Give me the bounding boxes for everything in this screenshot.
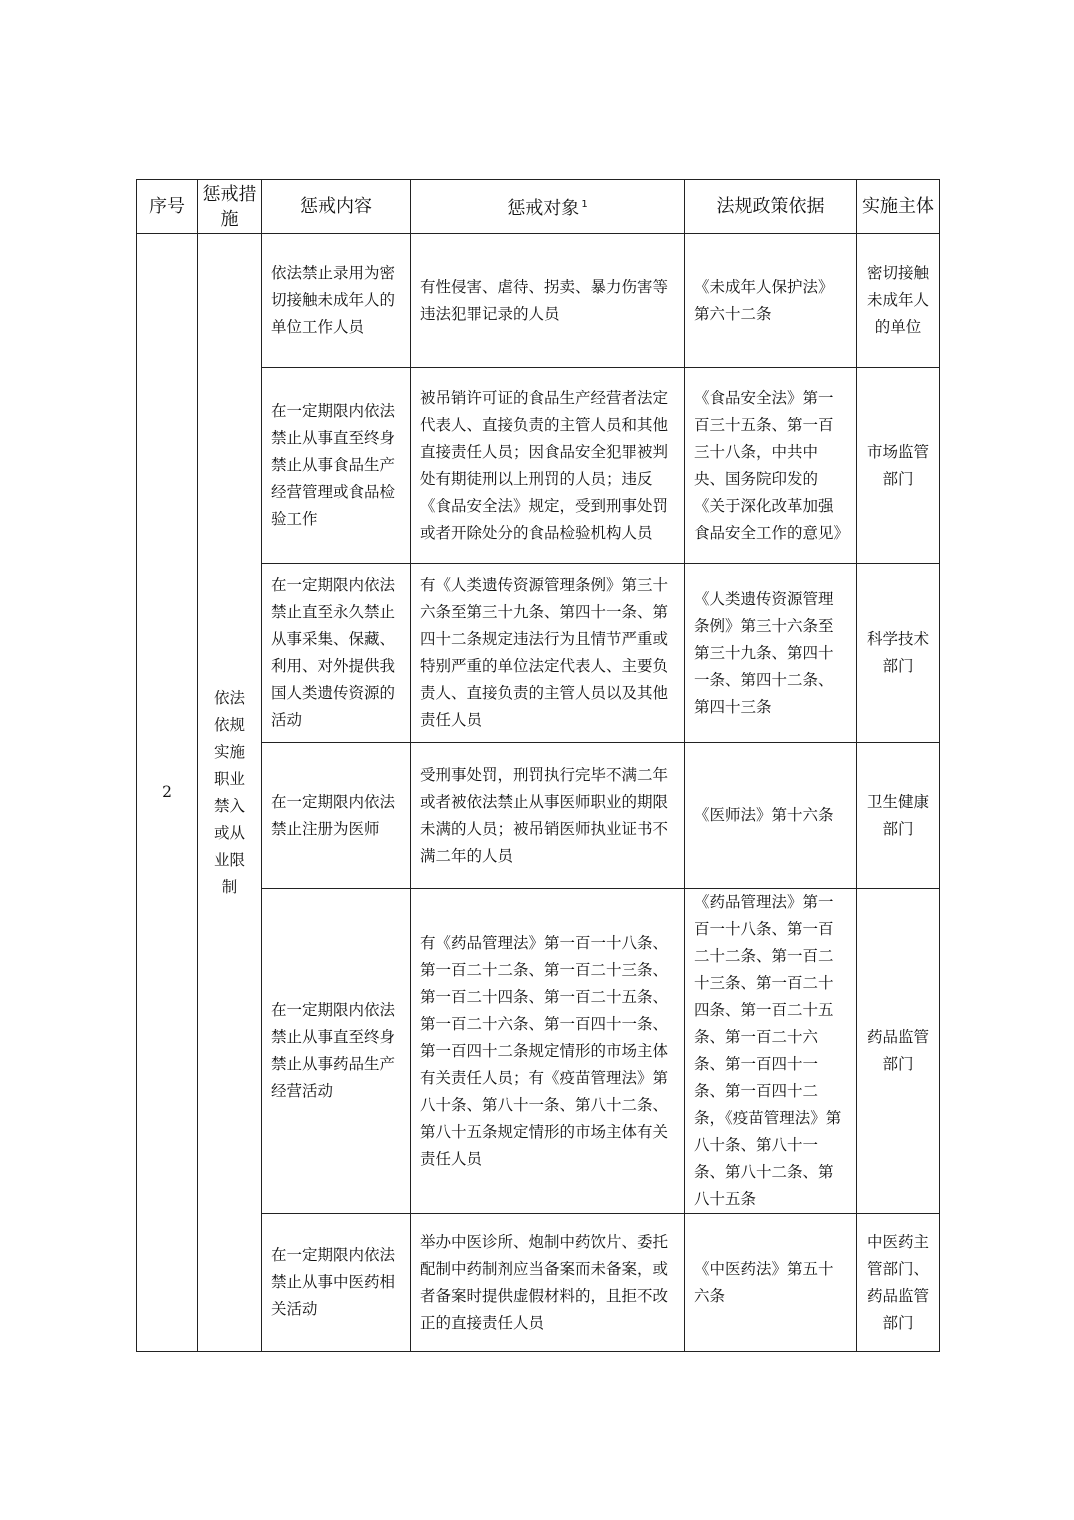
target-cell: 举办中医诊所、炮制中药饮片、委托配制中药制剂应当备案而未备案，或者备案时提供虚假材料的，且拒不改正的直接责任人员	[411, 1214, 685, 1352]
subject-cell: 科学技术部门	[857, 564, 940, 743]
target-cell: 有《人类遗传资源管理条例》第三十六条至第三十九条、第四十一条、第四十二条规定违法行为且情节严重或特别严重的单位法定代表人、主要负责人、直接负责的主管人员以及其他责任人员	[411, 564, 685, 743]
basis-cell: 《医师法》第十六条	[685, 743, 857, 889]
basis-cell: 《食品安全法》第一百三十五条、第一百三十八条，中共中央、国务院印发的《关于深化改革加强食品安全工作的意见》	[685, 368, 857, 564]
content-cell: 在一定期限内依法禁止从事直至终身禁止从事食品生产经营管理或食品检验工作	[262, 368, 411, 564]
content-cell: 在一定期限内依法禁止注册为医师	[262, 743, 411, 889]
content-cell: 依法禁止录用为密切接触未成年人的单位工作人员	[262, 234, 411, 368]
subject-cell: 卫生健康部门	[857, 743, 940, 889]
table-row	[137, 234, 940, 368]
header-content: 惩戒内容	[262, 180, 411, 234]
punishment-table	[136, 179, 940, 1352]
header-row	[137, 180, 940, 234]
content-cell: 在一定期限内依法禁止直至永久禁止从事采集、保藏、利用、对外提供我国人类遗传资源的活动	[262, 564, 411, 743]
target-cell: 有性侵害、虐待、拐卖、暴力伤害等违法犯罪记录的人员	[411, 234, 685, 368]
basis-cell: 《未成年人保护法》第六十二条	[685, 234, 857, 368]
subject-cell: 中医药主管部门、药品监管部门	[857, 1214, 940, 1352]
content-cell: 在一定期限内依法禁止从事直至终身禁止从事药品生产经营活动	[262, 889, 411, 1214]
subject-cell: 市场监管部门	[857, 368, 940, 564]
measure-cell: 依法依规实施职业禁入或从业限制	[198, 234, 262, 1352]
target-cell: 有《药品管理法》第一百一十八条、第一百二十二条、第一百二十三条、第一百二十四条、第一百二十五条、第一百二十六条、第一百四十一条、第一百四十二条规定情形的市场主体有关责任人员；有《疫苗管理法》第八十条、第八十一条、第八十二条、第八十五条规定情形的市场主体有关责任人员	[411, 889, 685, 1214]
basis-cell: 《中医药法》第五十六条	[685, 1214, 857, 1352]
header-subject: 实施主体	[857, 180, 940, 234]
footnote-marker: 1	[581, 199, 588, 210]
header-basis: 法规政策依据	[685, 180, 857, 234]
seq-cell: 2	[137, 234, 198, 1352]
header-target-label: 惩戒对象	[507, 198, 580, 219]
content-cell: 在一定期限内依法禁止从事中医药相关活动	[262, 1214, 411, 1352]
header-target	[411, 180, 685, 234]
basis-cell: 《人类遗传资源管理条例》第三十六条至第三十九条、第四十一条、第四十二条、第四十三条	[685, 564, 857, 743]
subject-cell: 药品监管部门	[857, 889, 940, 1214]
header-seq: 序号	[137, 180, 198, 234]
document-page	[136, 179, 940, 1352]
subject-cell: 密切接触未成年人的单位	[857, 234, 940, 368]
target-cell: 被吊销许可证的食品生产经营者法定代表人、直接负责的主管人员和其他直接责任人员；因食品安全犯罪被判处有期徒刑以上刑罚的人员；违反《食品安全法》规定，受到刑事处罚或者开除处分的食品检验机构人员	[411, 368, 685, 564]
header-measure: 惩戒措施	[198, 180, 262, 234]
target-cell: 受刑事处罚，刑罚执行完毕不满二年或者被依法禁止从事医师职业的期限未满的人员；被吊销医师执业证书不满二年的人员	[411, 743, 685, 889]
basis-cell: 《药品管理法》第一百一十八条、第一百二十二条、第一百二十三条、第一百二十四条、第一百二十五条、第一百二十六条、第一百四十一条、第一百四十二条，《疫苗管理法》第八十条、第八十一条、第八十二条、第八十五条	[685, 889, 857, 1214]
